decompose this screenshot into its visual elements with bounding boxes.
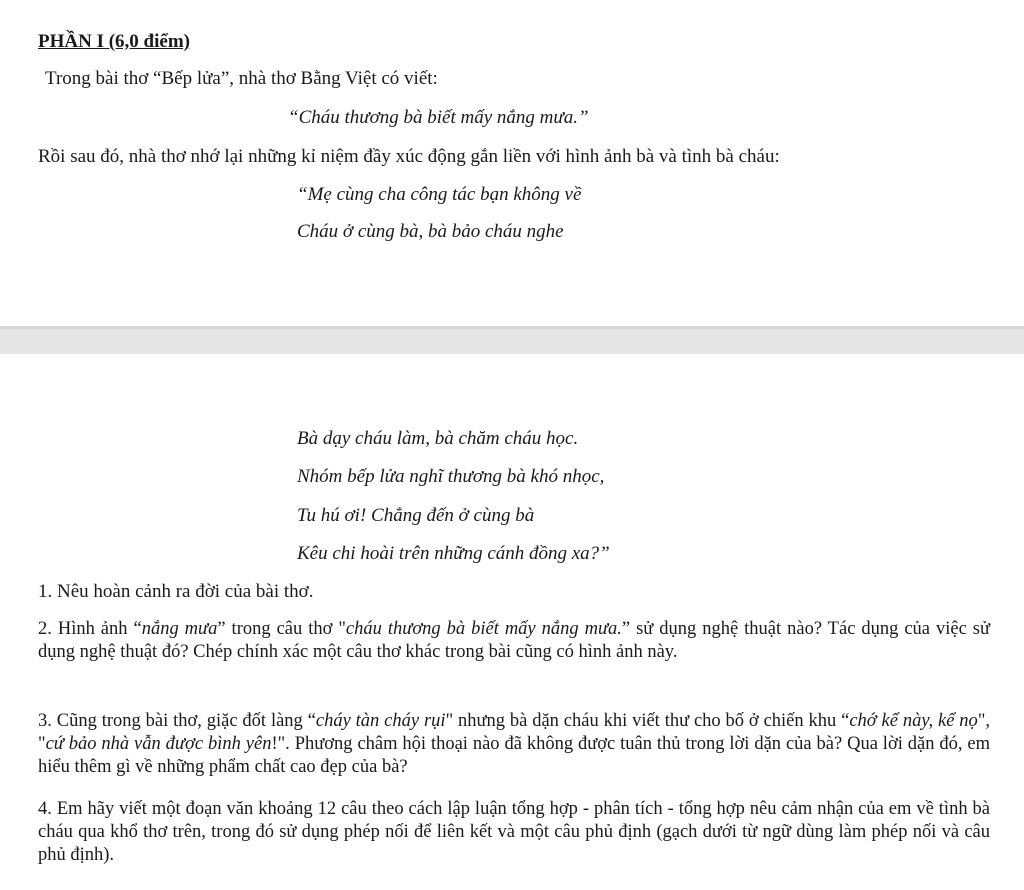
- question-1: 1. Nêu hoàn cảnh ra đời của bài thơ.: [38, 581, 314, 602]
- lead-text: Rồi sau đó, nhà thơ nhớ lại những kỉ niệm đầy xúc động gắn liền với hình ảnh bà và tình bà cháu:: [38, 146, 780, 167]
- poem-line-3: Bà dạy cháu làm, bà chăm cháu học.: [297, 428, 579, 449]
- q3-text-e: ", ": [38, 711, 990, 754]
- q3-italic-d: chớ kể này, kể nọ: [849, 711, 978, 731]
- poem-line-4: Nhóm bếp lửa nghĩ thương bà khó nhọc,: [297, 466, 605, 487]
- q2-italic-d: cháu thương bà biết mấy nắng mưa.: [345, 619, 622, 639]
- q2-text-a: 2. Hình ảnh “: [38, 619, 142, 639]
- document-page-bottom: [0, 354, 1024, 890]
- q2-text-c: ” trong câu thơ ": [217, 619, 346, 639]
- document-page-top: [0, 0, 1024, 326]
- q2-text-e: ” sử dụng nghệ thuật nào? Tác dụng của việc sử dụng nghệ thuật đó? Chép chính xác một câu thơ khác trong bài cũng có hình ảnh này.: [38, 619, 990, 662]
- page-separator: [0, 326, 1024, 354]
- quote-line: “Cháu thương bà biết mấy nắng mưa.”: [288, 107, 589, 128]
- q3-italic-f: cứ bảo nhà vẫn được bình yên: [45, 734, 272, 754]
- q3-text-c: " nhưng bà dặn cháu khi viết thư cho bố ở chiến khu “: [445, 711, 850, 731]
- q2-italic-b: nắng mưa: [141, 619, 218, 639]
- q3-italic-b: cháy tàn cháy rụi: [315, 711, 446, 731]
- poem-line-1: “Mẹ cùng cha công tác bạn không về: [297, 184, 582, 205]
- q3-text-a: 3. Cũng trong bài thơ, giặc đốt làng “: [38, 711, 316, 731]
- intro-text: Trong bài thơ “Bếp lửa”, nhà thơ Bằng Việt có viết:: [45, 68, 438, 89]
- section-heading: PHẦN I (6,0 điểm): [38, 31, 190, 52]
- question-3: [38, 710, 990, 779]
- q3-text-g: !". Phương châm hội thoại nào đã không được tuân thủ trong lời dặn của bà? Qua lời dặn đó, em hiểu thêm gì về những phẩm chất cao đẹp của bà?: [38, 734, 991, 777]
- poem-line-6: Kêu chi hoài trên những cánh đồng xa?”: [297, 543, 610, 564]
- poem-line-2: Cháu ở cùng bà, bà bảo cháu nghe: [297, 221, 564, 242]
- question-4: 4. Em hãy viết một đoạn văn khoảng 12 câu theo cách lập luận tổng hợp - phân tích - tổng hợp nêu cảm nhận của em về tình bà cháu qua khổ thơ trên, trong đó sử dụng phép nối để liên kết và một câu phủ định (gạch dưới từ ngữ dùng làm phép nối và câu phủ định).: [38, 799, 990, 865]
- poem-line-5: Tu hú ơi! Chẳng đến ở cùng bà: [297, 505, 535, 526]
- question-2: [38, 618, 990, 664]
